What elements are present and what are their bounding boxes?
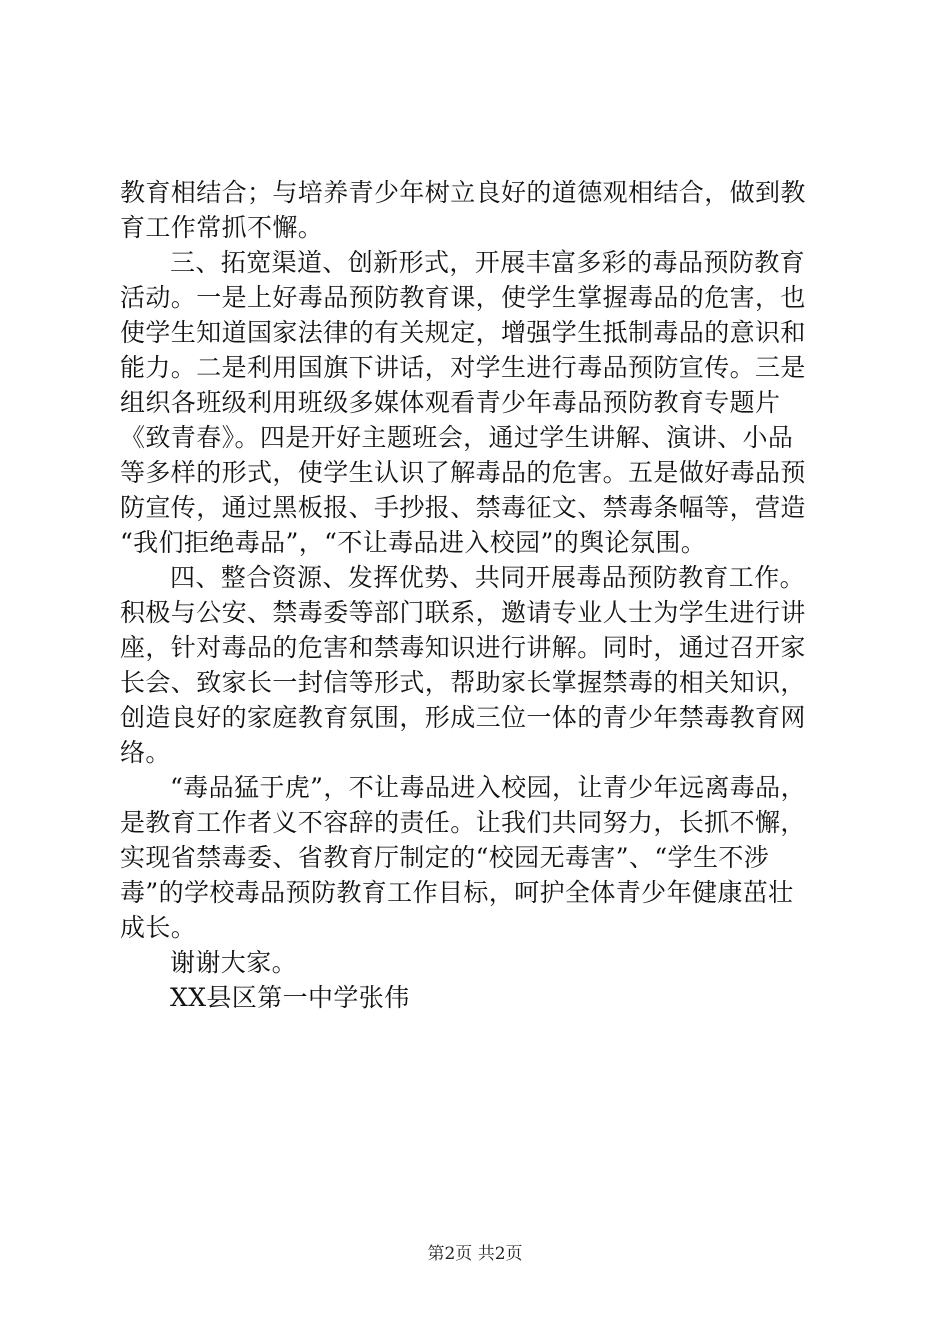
text-line: 座，针对毒品的危害和禁毒知识进行讲解。同时，通过召开家 <box>120 633 806 662</box>
text-line: 能力。二是利用国旗下讲话，对学生进行毒品预防宣传。三是 <box>120 353 806 382</box>
text-line: 创造良好的家庭教育氛围，形成三位一体的青少年禁毒教育网 <box>120 703 806 732</box>
text-line: 《致青春》。四是开好主题班会，通过学生讲解、演讲、小品 <box>120 423 794 452</box>
signature: XX县区第一中学张伟 <box>170 983 410 1012</box>
text-line: 四、整合资源、发挥优势、共同开展毒品预防教育工作。 <box>170 563 806 592</box>
page-footer: 第2页 共2页 <box>427 1244 523 1264</box>
text-line: 长会、致家长一封信等形式，帮助家长掌握禁毒的相关知识， <box>120 668 806 697</box>
text-line: 组织各班级利用班级多媒体观看青少年毒品预防教育专题片 <box>120 388 781 417</box>
text-line: 成长。 <box>120 913 197 942</box>
text-line: 教育相结合；与培养青少年树立良好的道德观相结合，做到教 <box>120 178 806 207</box>
closing-thanks: 谢谢大家。 <box>170 948 298 977</box>
text-line: “我们拒绝毒品”，“不让毒品进入校园”的舆论氛围。 <box>120 528 707 557</box>
text-line: 是教育工作者义不容辞的责任。让我们共同努力，长抓不懈， <box>120 808 806 837</box>
text-line: 积极与公安、禁毒委等部门联系，邀请专业人士为学生进行讲 <box>120 598 806 627</box>
text-line: 络。 <box>120 738 171 767</box>
text-line: 使学生知道国家法律的有关规定，增强学生抵制毒品的意识和 <box>120 318 806 347</box>
text-line: 防宣传，通过黑板报、手抄报、禁毒征文、禁毒条幅等，营造 <box>120 493 806 522</box>
text-line: 实现省禁毒委、省教育厅制定的“校园无毒害”、“学生不涉 <box>120 843 770 872</box>
text-line: 育工作常抓不懈。 <box>120 213 324 242</box>
text-line: “毒品猛于虎”，不让毒品进入校园，让青少年远离毒品， <box>170 773 806 802</box>
text-line: 活动。一是上好毒品预防教育课，使学生掌握毒品的危害，也 <box>120 283 806 312</box>
text-line: 毒”的学校毒品预防教育工作目标，呵护全体青少年健康茁壮 <box>120 878 794 907</box>
text-line: 三、拓宽渠道、创新形式，开展丰富多彩的毒品预防教育 <box>170 248 806 277</box>
text-line: 等多样的形式，使学生认识了解毒品的危害。五是做好毒品预 <box>120 458 806 487</box>
